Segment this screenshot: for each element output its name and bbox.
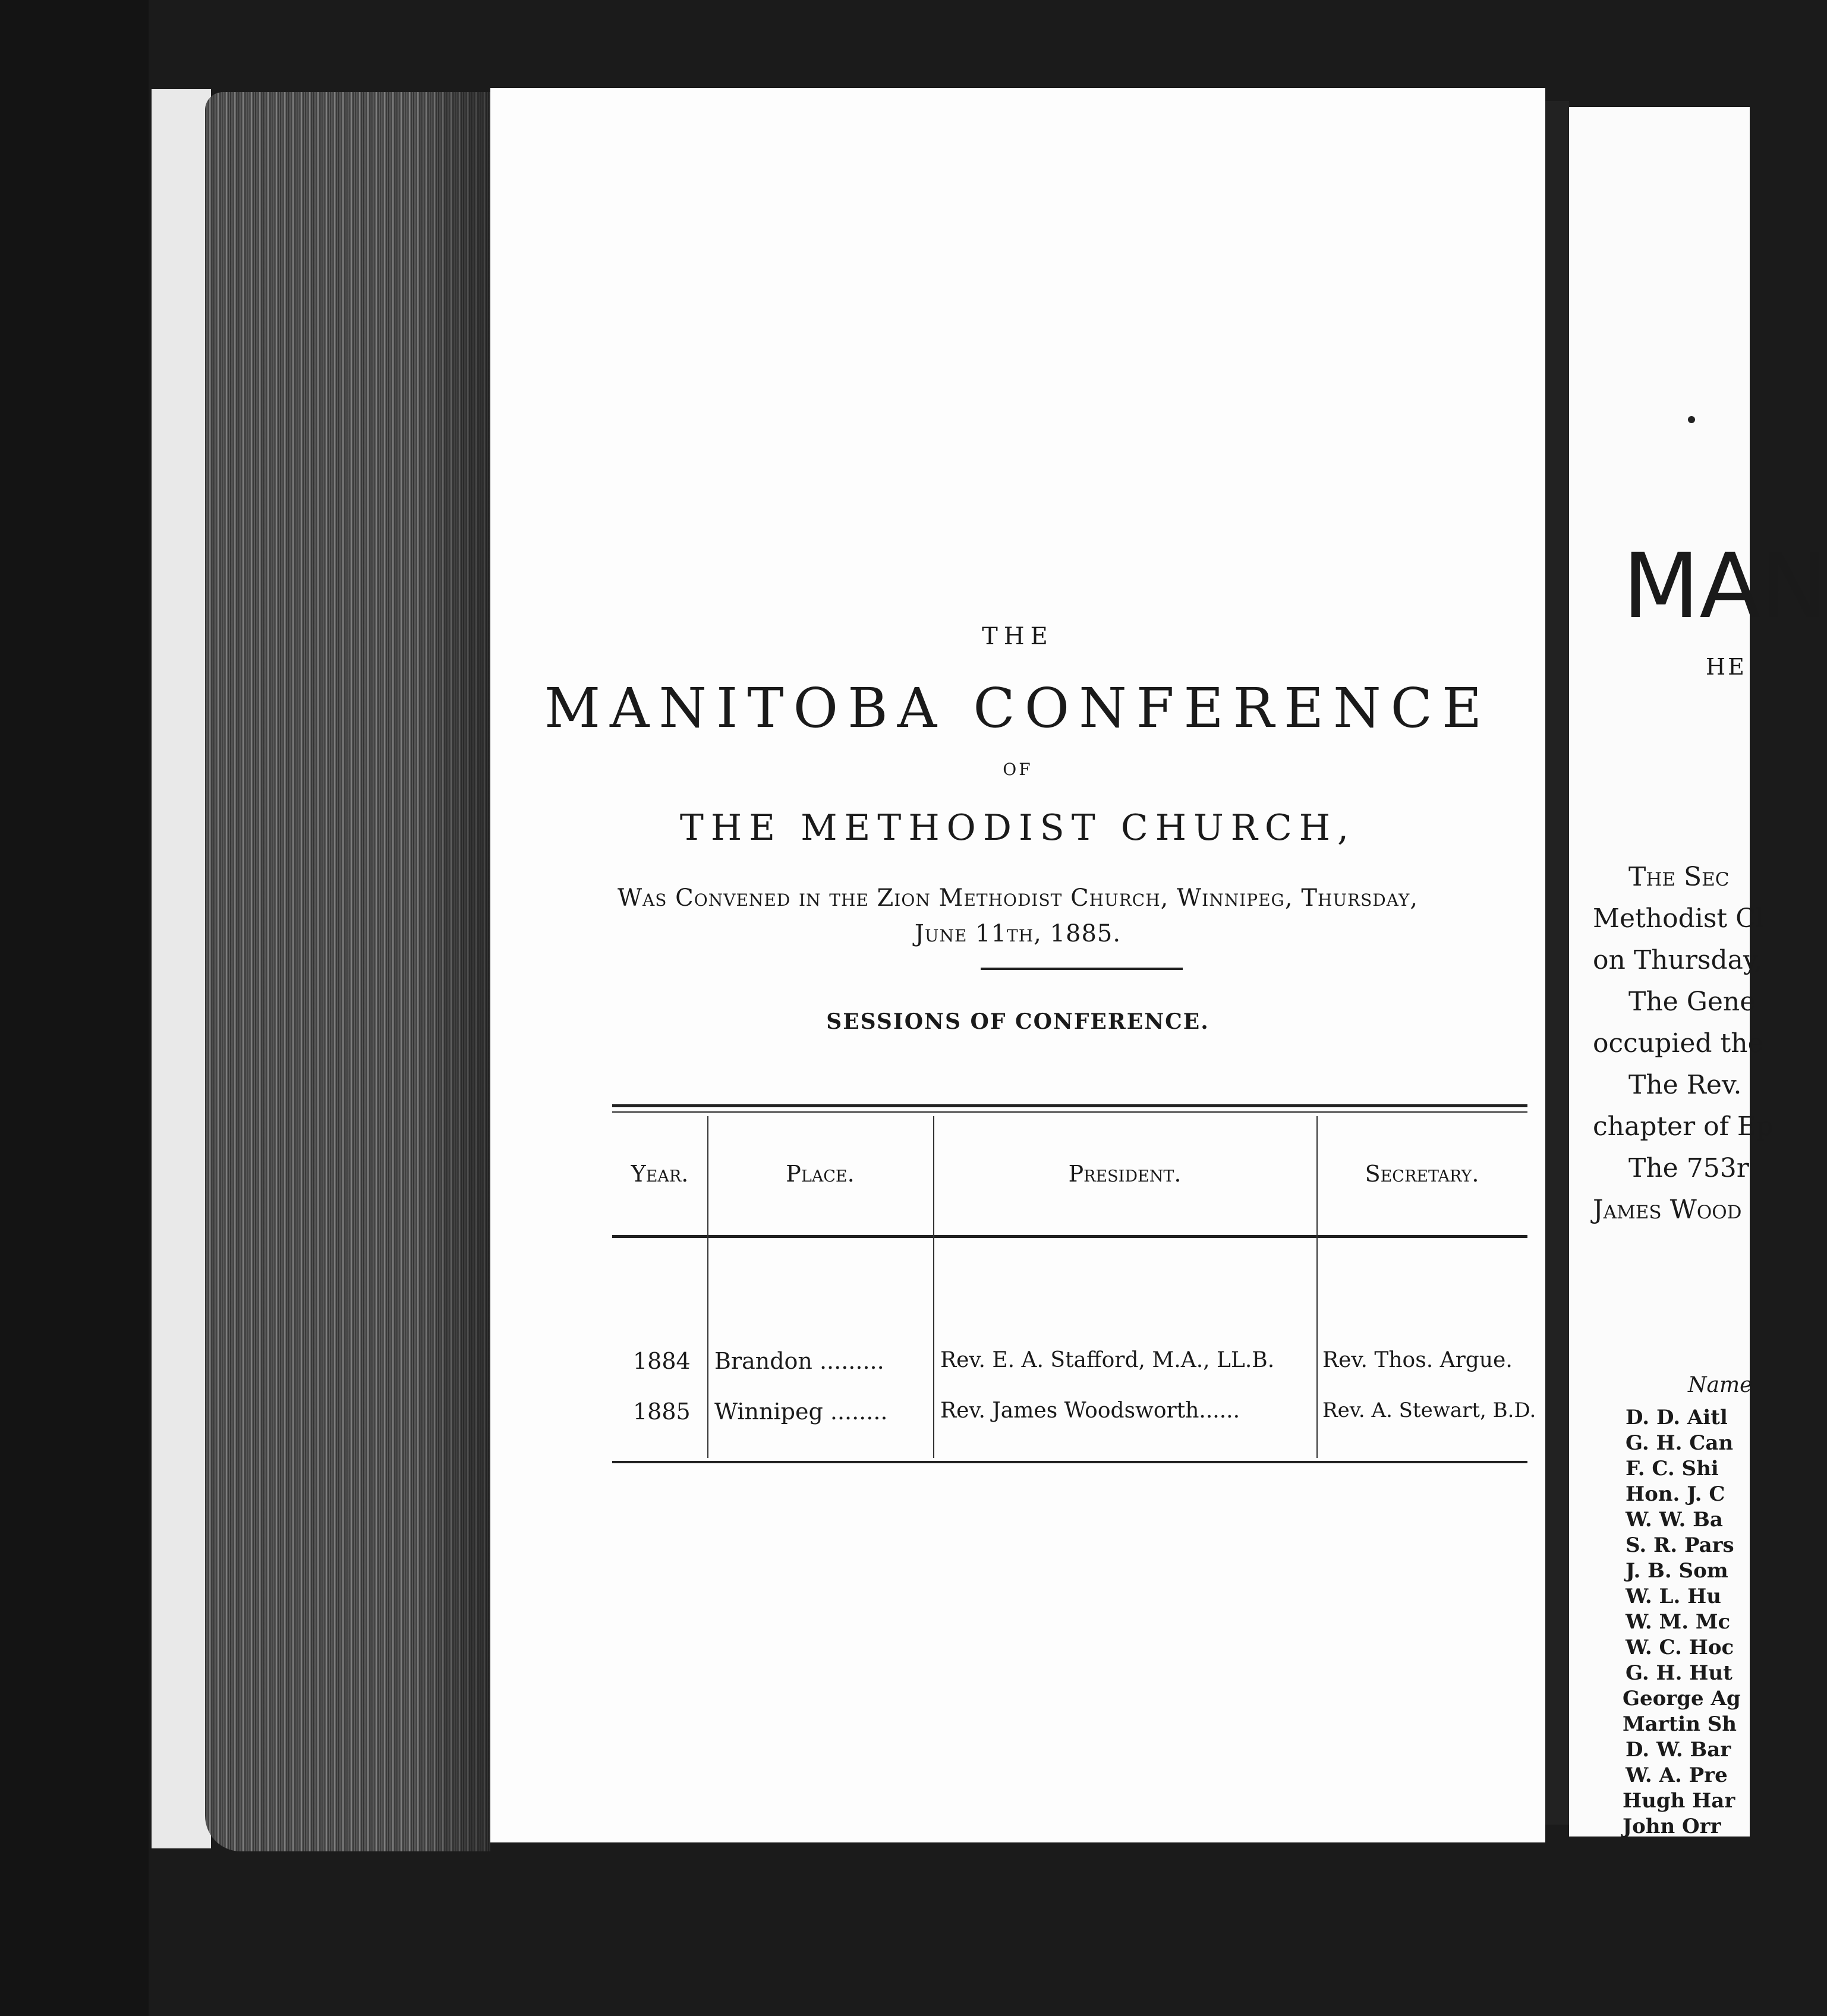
heading-of: OF (1003, 760, 1033, 779)
table-header-rule (612, 1235, 1527, 1238)
right-page-line: The 753r (1628, 1153, 1749, 1183)
table-bottom-rule (612, 1461, 1527, 1463)
convened-line-1: Was Convened in the Zion Methodist Church, Winnipeg, Thursday, (617, 884, 1419, 912)
name-entry: Hugh Har (1623, 1789, 1735, 1813)
heading-the: THE (982, 623, 1054, 650)
name-entry: W. M. Mc (1626, 1610, 1731, 1634)
name-entry: W. C. Hoc (1626, 1636, 1734, 1659)
right-page-partial (1569, 107, 1827, 1838)
name-entry: D. D. Aitl (1626, 1406, 1728, 1429)
name-entry: G. H. Hut (1626, 1661, 1732, 1685)
right-page-title-fragment: MAN (1623, 535, 1827, 638)
right-page-line: on Thursday, (1593, 945, 1763, 975)
name-entry: J. B. Som (1626, 1559, 1728, 1583)
names-heading: Name (1688, 1373, 1753, 1397)
cell-secretary: Rev. Thos. Argue. (1322, 1348, 1513, 1372)
right-page-subtitle-fragment: HE (1706, 654, 1747, 680)
name-entry: Martin Sh (1623, 1712, 1737, 1736)
book-gutter (1545, 101, 1569, 1825)
name-entry: F. C. Shi (1626, 1457, 1719, 1480)
cell-president: Rev. E. A. Stafford, M.A., LL.B. (940, 1348, 1275, 1372)
right-page-line: The Gene (1628, 987, 1756, 1017)
book-fore-edge-shadow (416, 92, 490, 1851)
name-entry: Hon. J. C (1626, 1482, 1725, 1506)
table-top-rule-thin (612, 1111, 1527, 1113)
cell-place: Brandon ......... (714, 1348, 884, 1374)
heading-church: THE METHODIST CHURCH, (679, 807, 1356, 849)
scan-background-left (0, 0, 149, 2016)
name-entry: W. W. Ba (1626, 1508, 1723, 1532)
right-page-line: occupied the (1593, 1028, 1763, 1059)
name-entry: W. L. Hu (1626, 1585, 1721, 1608)
header-year: Year. (631, 1161, 689, 1187)
section-divider (981, 968, 1183, 970)
cell-secretary: Rev. A. Stewart, B.D. (1322, 1398, 1536, 1422)
name-entry: D. W. Bar (1626, 1738, 1731, 1762)
cell-place: Winnipeg ........ (714, 1398, 888, 1425)
book-page-edge (152, 89, 211, 1848)
sessions-title: SESSIONS OF CONFERENCE. (826, 1009, 1209, 1034)
name-entry: G. H. Can (1626, 1431, 1734, 1455)
header-president: President. (1068, 1161, 1182, 1187)
right-page-line: James Wood (1593, 1195, 1742, 1225)
table-top-rule (612, 1104, 1527, 1107)
left-page (490, 88, 1545, 1842)
cell-president: Rev. James Woodsworth...... (940, 1398, 1240, 1423)
right-page-line: The Sec (1628, 862, 1730, 892)
name-entry: S. R. Pars (1626, 1533, 1734, 1557)
name-entry: John Orr (1623, 1815, 1721, 1838)
cell-year: 1884 (633, 1348, 691, 1374)
header-secretary: Secretary. (1365, 1161, 1479, 1187)
name-entry: George Ag (1623, 1687, 1741, 1711)
name-entry: W. A. Pre (1626, 1763, 1728, 1787)
sessions-table (612, 1104, 1536, 1461)
right-page-line: chapter of Ep (1593, 1111, 1774, 1142)
convened-line-2: June 11th, 1885. (914, 920, 1122, 947)
ink-dot (1688, 416, 1695, 423)
cell-year: 1885 (633, 1398, 691, 1425)
header-place: Place. (786, 1161, 855, 1187)
right-page-line: Methodist Cl (1593, 903, 1764, 934)
right-page-line: The Rev. (1628, 1070, 1742, 1100)
heading-main-title: MANITOBA CONFERENCE (544, 676, 1492, 740)
